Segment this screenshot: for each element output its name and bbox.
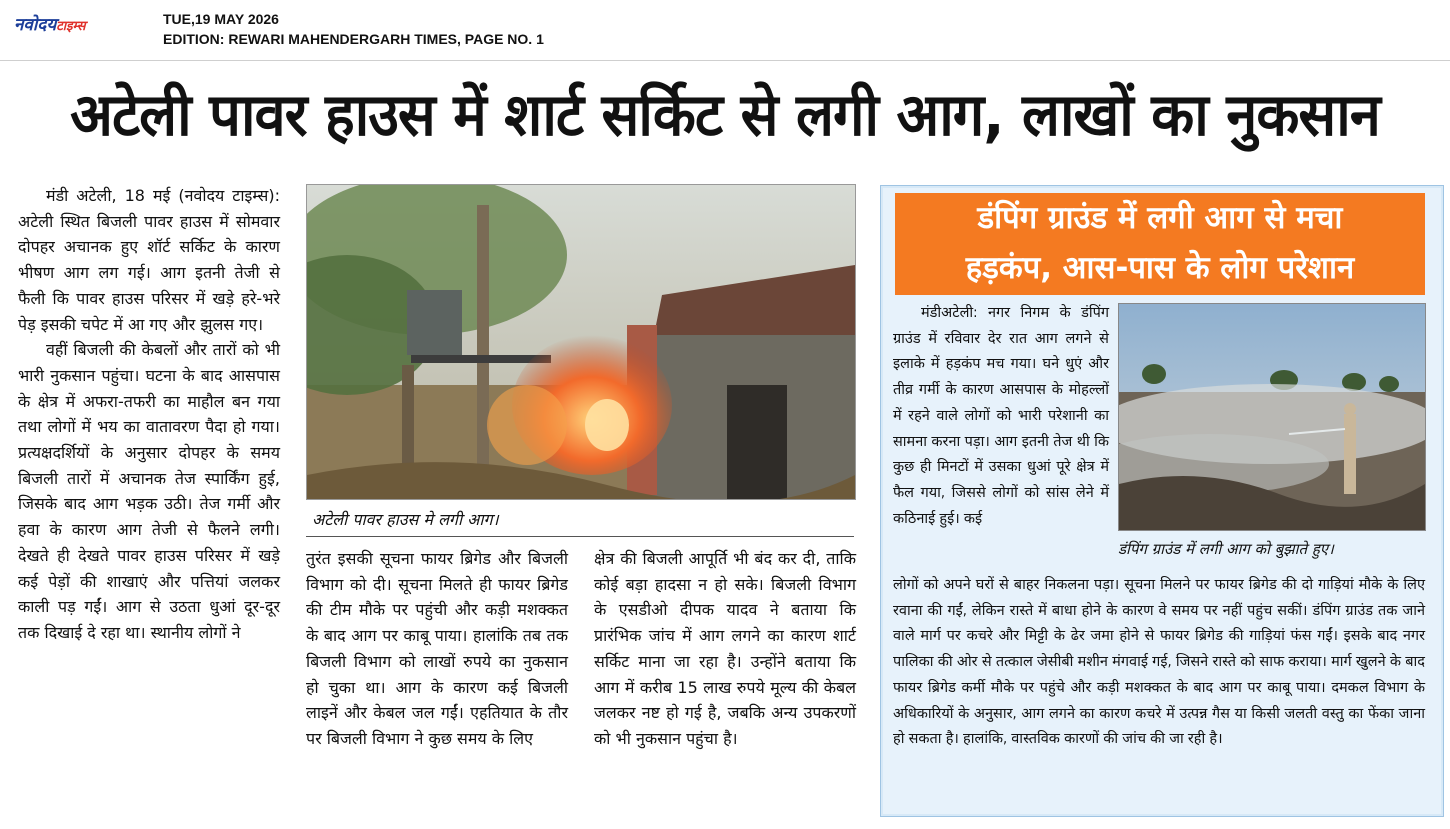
edition-info [163, 9, 544, 49]
article2-paragraph: मंडीअटेली: नगर निगम के डंपिंग ग्राउंड में रविवार देर रात आग लगने से इलाके में हड़कंप मच गया। घने धुएं और तीव्र गर्मी के कारण आसपास के मोहल्लों में रहने वाले लोगों को भारी परेशानी का सामना करना पड़ा। आग इतनी तेज थी कि कुछ ही मिनटों में उसका धुआं पूरे क्षेत्र में फैल गया, जिससे लोगों को सांस लेने में कठिनाई हुई। कई [893, 305, 1109, 527]
main-headline: अटेली पावर हाउस में शार्ट सर्किट से लगी आग, लाखों का नुकसान [70, 81, 1380, 150]
power-house-fire-photo [306, 184, 856, 500]
edition-line: EDITION: REWARI MAHENDERGARH TIMES, PAGE NO. 1 [163, 31, 544, 47]
dumping-ground-headline [895, 193, 1425, 295]
logo-sub: टाइम्स [56, 19, 86, 34]
logo-main: नवोदय [14, 15, 57, 35]
article2-full-text [893, 573, 1425, 753]
article1-column3 [594, 546, 856, 752]
article1-column1 [18, 183, 280, 646]
article1-column2 [306, 546, 568, 752]
article1-paragraph: मंडी अटेली, 18 मई (नवोदय टाइम्स): अटेली स्थित बिजली पावर हाउस में सोमवार दोपहर अचानक हुए शॉर्ट सर्किट के कारण भीषण आग लग गई। आग इतनी तेजी से फैली कि पावर हाउस परिसर में खड़े हरे-भरे पेड़ इसकी चपेट में आ गए और झुलस गए। [18, 186, 280, 334]
headline-line: डंपिंग ग्राउंड में लगी आग से मचा [977, 200, 1343, 236]
caption-divider [306, 536, 854, 537]
headline-line: हड़कंप, आस-पास के लोग परेशान [965, 250, 1355, 286]
article1-paragraph: वहीं बिजली की केबलों और तारों को भी भारी नुकसान पहुंचा। घटना के बाद आसपास के क्षेत्र में अफरा-तफरी का माहौल बन गया तथा लोगों में भय का वातावरण पैदा हो गया। प्रत्यक्षदर्शियों के अनुसार दोपहर के समय बिजली तारों में अचानक तेज स्पार्किंग हुई, जिसके बाद आग भड़क उठी। तेज गर्मी और हवा के कारण आग तेजी से फैलने लगी। देखते ही देखते पावर हाउस परिसर में खड़े कई पेड़ों की शाखाएं और पत्तियां जलकर काली पड़ गईं। आग से उठता धुआं दूर-दूर तक दिखाई दे रहा था। स्थानीय लोगों ने [18, 340, 280, 642]
dumping-photo-image [1119, 304, 1425, 530]
newspaper-logo [14, 12, 86, 35]
dumping-ground-photo [1118, 303, 1426, 531]
photo2-caption: डंपिंग ग्राउंड में लगी आग को बुझाते हुए। [1118, 540, 1334, 558]
photo1-caption: अटेली पावर हाउस मे लगी आग। [312, 510, 499, 529]
article2-paragraph: लोगों को अपने घरों से बाहर निकलना पड़ा। सूचना मिलने पर फायर ब्रिगेड की दो गाड़ियां मौके के लिए रवाना की गईं, लेकिन रास्ते में बाधा होने के कारण वे समय पर नहीं पहुंच सकीं। डंपिंग ग्राउंड तक जाने वाले मार्ग पर कचरे और मिट्टी के ढेर जमा होने से फायर ब्रिगेड की गाड़ियां फंस गईं। इसके बाद नगर पालिका की ओर से तत्काल जेसीबी मशीन मंगवाई गई, जिसने रास्ते को साफ कराया। मार्ग खुलने के बाद फायर ब्रिगेड कर्मी मौके पर पहुंचे और कड़ी मशक्कत के बाद आग पर काबू पाया। दमकल विभाग के अधिकारियों के अनुसार, आग लगने का कारण कचरे में उत्पन्न गैस या किसी जलती वस्तु का फेंका जाना हो सकता है। हालांकि, वास्तविक कारणों की जांच की जा रही है। [893, 577, 1425, 748]
article1-paragraph: क्षेत्र की बिजली आपूर्ति भी बंद कर दी, ताकि कोई बड़ा हादसा न हो सके। बिजली विभाग के एसडीओ दीपक यादव ने बताया कि प्रारंभिक जांच में आग लगने का कारण शार्ट सर्किट माना जा रहा है। उन्होंने बताया कि आग में करीब 15 लाख रुपये मूल्य की केबल जलकर नष्ट हो गई है, जबकि अन्य उपकरणों को भी नुकसान पहुंचा है। [594, 549, 856, 748]
masthead [0, 0, 1450, 61]
issue-date: TUE,19 MAY 2026 [163, 11, 279, 27]
fire-photo-image [307, 185, 855, 499]
article1-paragraph: तुरंत इसकी सूचना फायर ब्रिगेड और बिजली विभाग को दी। सूचना मिलते ही फायर ब्रिगेड की टीम मौके पर पहुंची और कड़ी मशक्कत के बाद आग पर काबू पाया। हालांकि तब तक बिजली विभाग को लाखों रुपये का नुकसान हो चुका था। आग के कारण कई बिजली लाइनें और केबल जल गईं। एहतियात के तौर पर बिजली विभाग ने कुछ समय के लिए [306, 549, 568, 748]
article2-side-text [893, 301, 1109, 532]
